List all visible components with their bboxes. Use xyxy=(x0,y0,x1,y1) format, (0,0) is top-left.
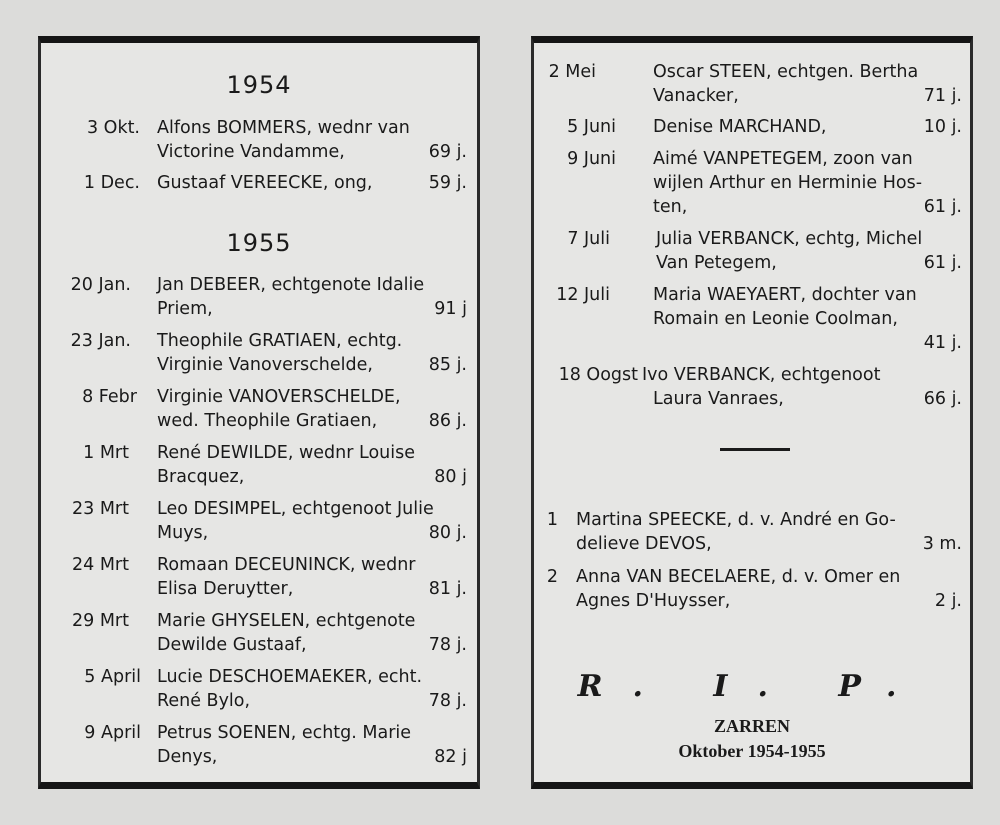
entry-age: 41 j. xyxy=(923,333,962,353)
entry-line-1: René DEWILDE, wednr Louise xyxy=(157,443,415,463)
left-page xyxy=(38,36,480,789)
obituary-entry xyxy=(55,273,475,321)
entry-date: 3 Okt. xyxy=(86,118,140,138)
entry-date: 5 Juni xyxy=(567,117,616,137)
entry-line-2: Laura Vanraes, xyxy=(653,389,784,409)
entry-line-2: Vanacker, xyxy=(653,86,739,106)
entry-date: 29 Mrt xyxy=(72,611,129,631)
entry-line-1: Maria WAEYAERT, dochter van xyxy=(653,285,917,305)
obituary-entry xyxy=(55,665,475,713)
entry-age: 66 j. xyxy=(923,389,962,409)
rip-inscription: R. I. P. xyxy=(577,669,927,704)
child-number: 2 xyxy=(546,567,558,587)
period-label: Oktober 1954-1955 xyxy=(678,741,826,761)
entry-line-1: Theophile GRATIAEN, echtg. xyxy=(157,331,403,351)
entry-line-2: Agnes D'Huysser, xyxy=(576,591,731,611)
right-page xyxy=(531,36,973,789)
entry-age: 71 j. xyxy=(923,86,962,106)
entry-date: 23 Mrt xyxy=(72,499,129,519)
obituary-entry xyxy=(55,116,475,164)
obituary-entry xyxy=(55,329,475,377)
entry-age: 91 j xyxy=(434,299,467,319)
obituary-entry xyxy=(55,721,475,769)
entry-age: 86 j. xyxy=(428,411,467,431)
entry-line-1: Julia VERBANCK, echtg, Michel xyxy=(656,229,923,249)
entry-line-1: Alfons BOMMERS, wednr van xyxy=(157,118,410,138)
entry-line-2: Denys, xyxy=(157,747,218,767)
entry-age: 10 j. xyxy=(923,117,962,137)
entry-age: 3 m. xyxy=(922,534,962,554)
entry-line-2: Muys, xyxy=(157,523,209,543)
entry-line-1: Martina SPEECKE, d. v. André en Go- xyxy=(576,510,896,530)
entry-line-1: Petrus SOENEN, echtg. Marie xyxy=(157,723,412,743)
obituary-entry xyxy=(55,441,475,489)
obituary-entry xyxy=(55,609,475,657)
section-divider xyxy=(720,448,790,451)
entry-age: 85 j. xyxy=(428,355,467,375)
entry-line-2: Van Petegem, xyxy=(656,253,777,273)
entry-age: 82 j xyxy=(434,747,467,767)
entry-age: 2 j. xyxy=(934,591,962,611)
entry-line-2: Bracquez, xyxy=(157,467,245,487)
entry-date: 9 April xyxy=(84,723,141,743)
entry-date: 1 Dec. xyxy=(83,173,140,193)
entry-line-2: Elisa Deruytter, xyxy=(157,579,294,599)
entry-line-2: wijlen Arthur en Herminie Hos- xyxy=(653,173,923,193)
obituary-entry xyxy=(546,363,968,411)
entry-line-2: Virginie Vanoverschelde, xyxy=(157,355,373,375)
entry-line-2: Romain en Leonie Coolman, xyxy=(653,309,898,329)
year-heading-1955: 1955 xyxy=(226,229,292,257)
obituary-entry xyxy=(546,147,968,219)
entry-date: 7 Juli xyxy=(567,229,610,249)
entry-date: 8 Febr xyxy=(82,387,137,407)
obituary-entry xyxy=(55,497,475,545)
entry-line-1: Gustaaf VEREECKE, ong, xyxy=(157,173,373,193)
obituary-entry xyxy=(55,553,475,601)
entry-line-2: Priem, xyxy=(157,299,213,319)
entry-line-1: Denise MARCHAND, xyxy=(653,117,827,137)
entry-line-2: wed. Theophile Gratiaen, xyxy=(157,411,378,431)
entry-age: 78 j. xyxy=(428,691,467,711)
entry-date: 5 April xyxy=(84,667,141,687)
year-heading-1954: 1954 xyxy=(226,71,292,99)
entry-date: 23 Jan. xyxy=(70,331,131,351)
entry-line-2: Victorine Vandamme, xyxy=(157,142,345,162)
entry-age: 80 j xyxy=(434,467,467,487)
obituary-entry xyxy=(546,60,968,108)
entry-line-3: ten, xyxy=(653,197,688,217)
entry-line-2: Dewilde Gustaaf, xyxy=(157,635,307,655)
child-number: 1 xyxy=(546,510,558,530)
entry-date: 12 Juli xyxy=(556,285,610,305)
entry-line-1: Ivo VERBANCK, echtgenoot xyxy=(642,365,881,385)
entry-line-1: Lucie DESCHOEMAEKER, echt. xyxy=(157,667,423,687)
obituary-entry xyxy=(55,171,475,195)
obituary-entry xyxy=(546,227,968,275)
obituary-entry xyxy=(55,385,475,433)
entry-date: 18 Oogst xyxy=(558,365,638,385)
entry-line-1: Jan DEBEER, echtgenote Idalie xyxy=(157,275,425,295)
entry-line-1: Virginie VANOVERSCHELDE, xyxy=(157,387,401,407)
entry-line-2: delieve DEVOS, xyxy=(576,534,712,554)
child-entry xyxy=(546,508,968,556)
entry-line-1: Aimé VANPETEGEM, zoon van xyxy=(653,149,913,169)
entry-line-2: René Bylo, xyxy=(157,691,251,711)
obituary-entry xyxy=(546,115,968,139)
entry-line-1: Romaan DECEUNINCK, wednr xyxy=(157,555,416,575)
entry-line-1: Anna VAN BECELAERE, d. v. Omer en xyxy=(576,567,901,587)
obituary-entry xyxy=(546,283,968,355)
place-name: ZARREN xyxy=(713,716,790,736)
entry-age: 81 j. xyxy=(428,579,467,599)
entry-date: 1 Mrt xyxy=(83,443,129,463)
entry-age: 78 j. xyxy=(428,635,467,655)
entry-date: 2 Mei xyxy=(548,62,596,82)
entry-age: 69 j. xyxy=(428,142,467,162)
child-entry xyxy=(546,565,968,613)
entry-date: 24 Mrt xyxy=(72,555,129,575)
entry-line-1: Leo DESIMPEL, echtgenoot Julie xyxy=(157,499,434,519)
entry-line-1: Marie GHYSELEN, echtgenote xyxy=(157,611,416,631)
entry-date: 20 Jan. xyxy=(70,275,131,295)
entry-age: 61 j. xyxy=(923,253,962,273)
entry-line-1: Oscar STEEN, echtgen. Bertha xyxy=(653,62,919,82)
entry-date: 9 Juni xyxy=(567,149,616,169)
entry-age: 61 j. xyxy=(923,197,962,217)
entry-age: 59 j. xyxy=(428,173,467,193)
entry-age: 80 j. xyxy=(428,523,467,543)
